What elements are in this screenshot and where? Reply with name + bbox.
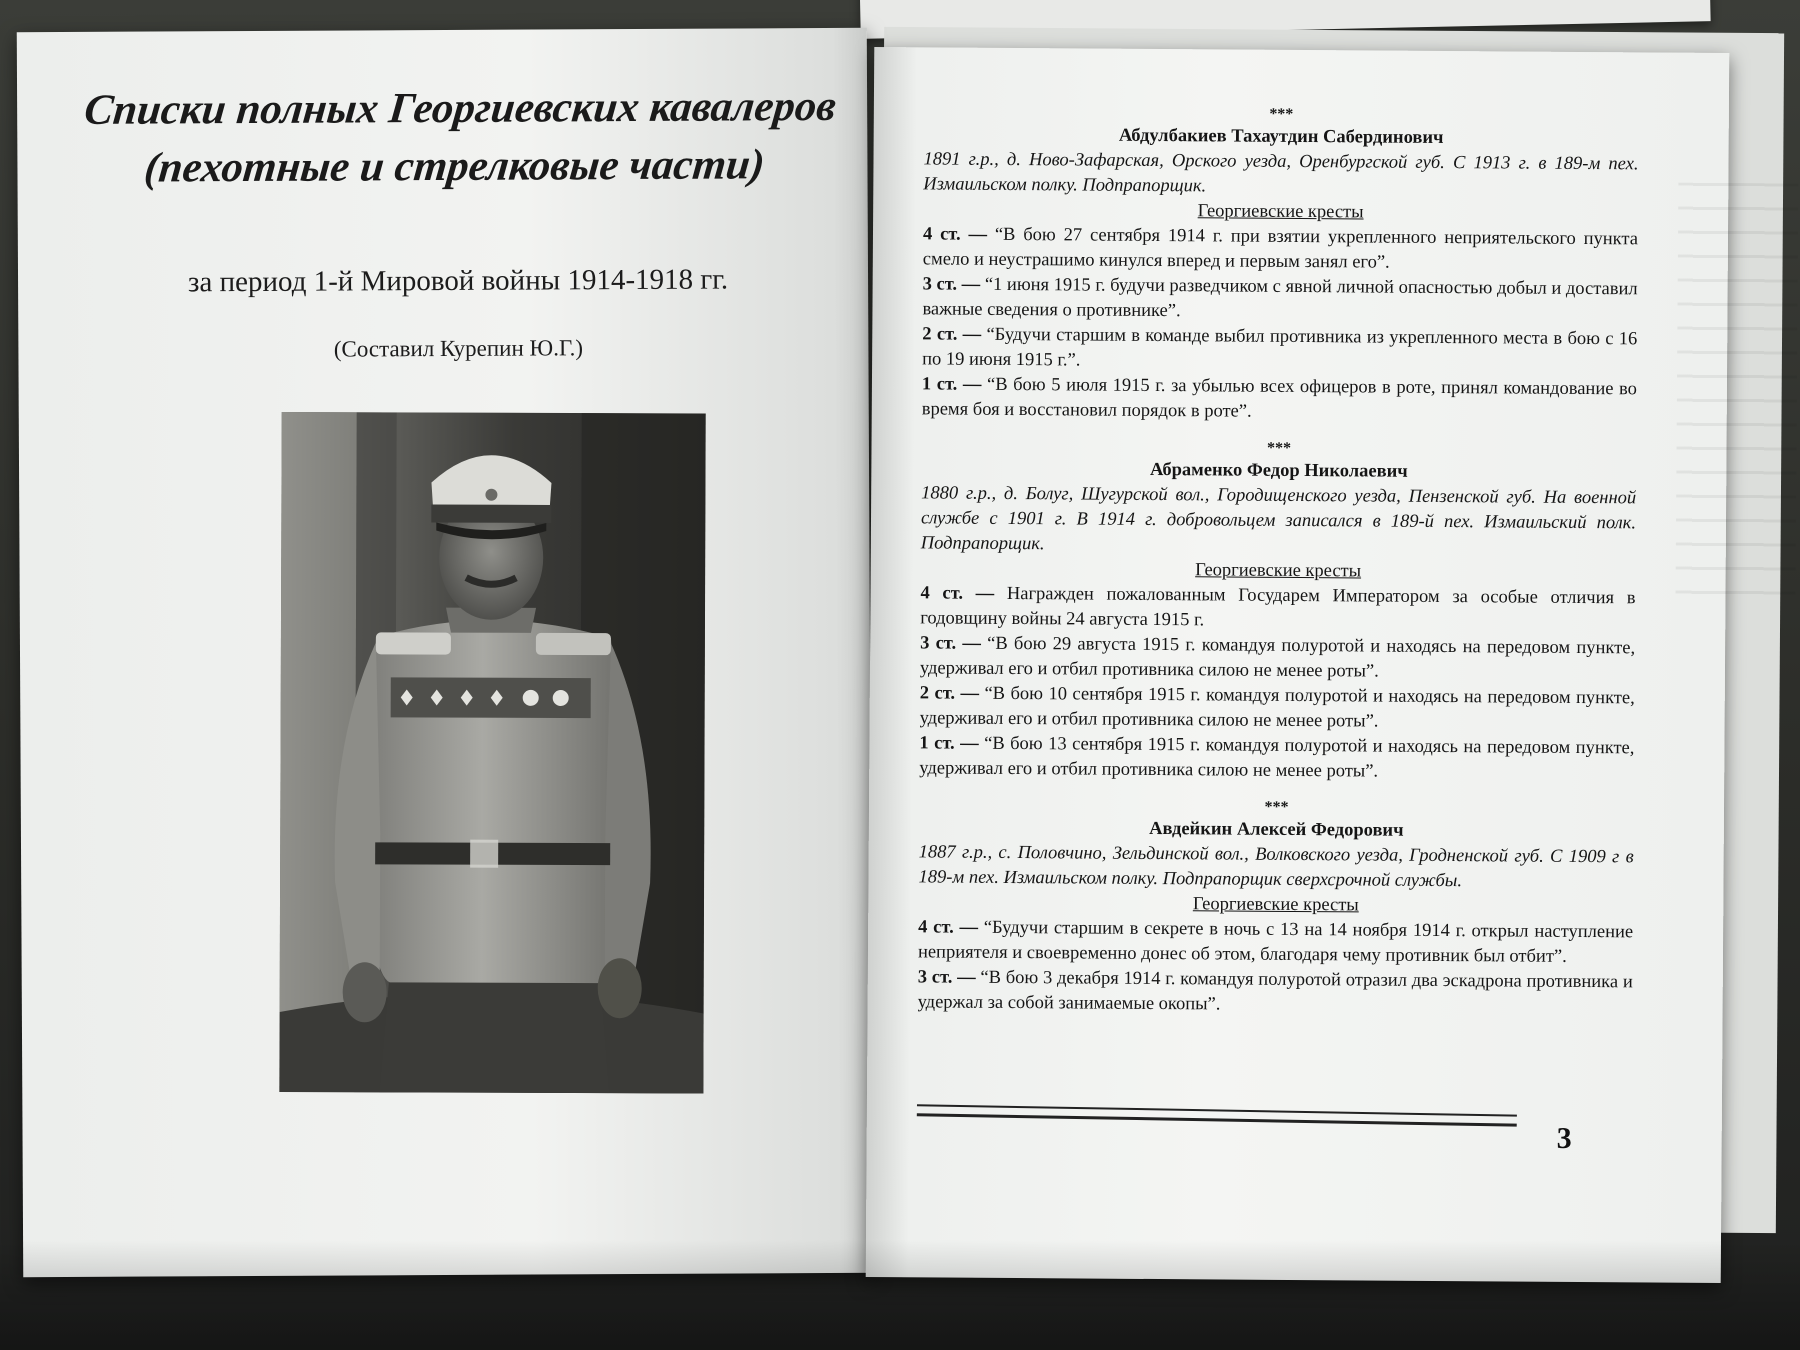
entry-bio: 1887 г.р., с. Половчино, Зельдинской вол., Волковского уезда, Гродненской губ. С 1909 г в 189-м пех. Измаильском полку. Подпрапорщик сверхсрочной службы. bbox=[918, 842, 1634, 892]
subtitle: за период 1-й Мировой войны 1914-1918 гг. bbox=[187, 263, 729, 299]
award-degree: 4 ст. — bbox=[922, 224, 988, 245]
award-degree: 1 ст. — bbox=[919, 733, 979, 754]
award-line bbox=[920, 581, 1635, 636]
award-degree: 3 ст. — bbox=[917, 967, 976, 988]
award-line bbox=[923, 222, 1638, 277]
title-line-1: Списки полных Георгиевских кавалеров bbox=[82, 82, 839, 134]
list-item bbox=[919, 436, 1636, 786]
award-line bbox=[920, 681, 1635, 736]
award-text: “В бою 3 декабря 1914 г. командуя полуротой отразил два эскадрона противника и удержал за собой занимаемые окопы”. bbox=[917, 967, 1633, 1015]
crosses-heading: Георгиевские кресты bbox=[1192, 894, 1359, 916]
left-page bbox=[17, 28, 874, 1277]
award-text: “В бою 13 сентября 1915 г. командуя полуротой и находясь на передовом пункте, удерживал его и отбил противника силою не менее роты”. bbox=[919, 733, 1635, 782]
separator-stars: *** bbox=[1269, 105, 1294, 123]
title-line-2: (пехотные и стрелковые части) bbox=[142, 141, 767, 192]
separator-stars: *** bbox=[1264, 798, 1289, 816]
entry-bio: 1891 г.р., д. Ново-Зафарская, Орского уезда, Оренбургской губ. С 1913 г. в 189-м пех. Измаильском полку. Подпрапорщик. bbox=[923, 149, 1639, 197]
award-degree: 4 ст. — bbox=[920, 583, 995, 604]
portrait-image bbox=[279, 412, 705, 1093]
award-text: “В бою 29 августа 1915 г. командуя полуротой и находясь на передовом пункте, удерживал его и отбил противника силою не менее роты”. bbox=[919, 633, 1636, 682]
right-page bbox=[866, 47, 1730, 1283]
entry-name: Авдейкин Алексей Федорович bbox=[1149, 818, 1404, 841]
crosses-heading: Георгиевские кресты bbox=[1197, 201, 1364, 223]
list-item bbox=[922, 102, 1639, 427]
bleed-through-text bbox=[1675, 183, 1798, 604]
award-degree: 3 ст. — bbox=[920, 633, 981, 654]
award-degree: 2 ст. — bbox=[919, 683, 980, 704]
page-title bbox=[72, 78, 844, 198]
soldier-portrait-photo bbox=[279, 412, 705, 1093]
award-line bbox=[922, 322, 1637, 377]
award-text: Награжден пожалованным Государем Императором за особые отличия в годовщину войны 24 августа 1915 г. bbox=[920, 583, 1636, 631]
entry-name: Абдулбакиев Тахаутдин Сабердинович bbox=[1118, 125, 1444, 149]
award-text: “1 июня 1915 г. будучи разведчиком с явной личной опасностью добыл и доставил важные сведения о противнике”. bbox=[922, 274, 1638, 322]
entry-bio: 1880 г.р., д. Болуг, Шугурской вол., Городищенского уезда, Пензенской губ. На военной службе с 1901 г. В 1914 г. добровольцем записался в 189-й пех. Измаильский полк. Подпрапорщик. bbox=[920, 483, 1637, 555]
award-line bbox=[919, 731, 1634, 786]
award-line bbox=[922, 372, 1637, 427]
crosses-heading: Георгиевские кресты bbox=[1195, 560, 1362, 582]
compiler-credit: (Составил Курепин Ю.Г.) bbox=[333, 335, 584, 362]
award-degree: 1 ст. — bbox=[921, 374, 982, 395]
entries-list bbox=[917, 102, 1638, 1034]
award-text: “В бою 27 сентября 1914 г. при взятии укрепленного неприятельского пункта смело и неустрашимо кинулся вперед и первым занял его”. bbox=[922, 224, 1639, 273]
award-line bbox=[918, 965, 1633, 1020]
page-number: 3 bbox=[1556, 1121, 1572, 1155]
award-text: “Будучи старшим в команде выбил противника из укрепленного места в бою с 16 по 19 июня 1915 г.”. bbox=[922, 324, 1638, 371]
award-text: “Будучи старшим в секрете в ночь с 13 на 14 ноября 1914 г. открыл наступление неприятеля и своевременно донес об этом, благодаря чему противник был отбит”. bbox=[917, 917, 1634, 967]
entry-name: Абраменко Федор Николаевич bbox=[1149, 459, 1408, 482]
list-item bbox=[918, 795, 1635, 1020]
separator-stars: *** bbox=[1266, 439, 1292, 457]
award-degree: 4 ст. — bbox=[918, 917, 979, 938]
award-text: “В бою 10 сентября 1915 г. командуя полуротой и находясь на передовом пункте, удерживал его и отбил противника силою не менее роты”. bbox=[919, 683, 1635, 732]
bottom-shadow bbox=[0, 1240, 1800, 1350]
award-line bbox=[918, 915, 1633, 970]
award-text: “В бою 5 июля 1915 г. за убылью всех офицеров в роте, принял командование во время боя и восстановил порядок в роте”. bbox=[921, 374, 1638, 422]
footer-divider bbox=[917, 1104, 1517, 1126]
award-line bbox=[920, 631, 1635, 686]
award-degree: 3 ст. — bbox=[922, 274, 981, 295]
award-degree: 2 ст. — bbox=[922, 324, 982, 345]
award-line bbox=[922, 272, 1637, 327]
